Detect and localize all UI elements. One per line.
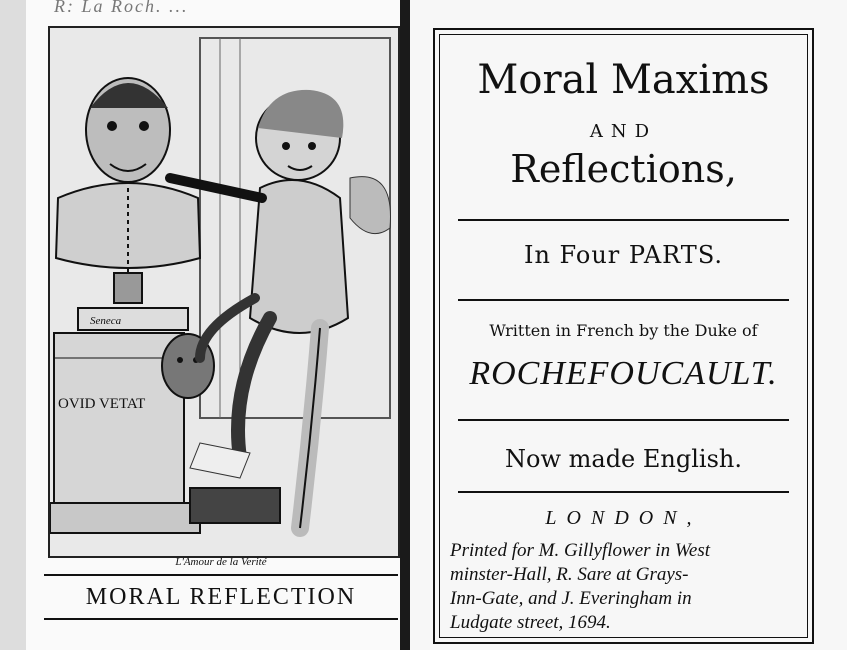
title-page	[410, 0, 847, 650]
engraving-caption: L'Amour de la Verité	[175, 556, 267, 568]
imprint-city: LONDON,	[545, 507, 702, 529]
rule-divider	[458, 219, 789, 221]
pedestal-inscription: OVID VETAT	[58, 396, 146, 412]
written-by-line: Written in French by the Duke of	[489, 321, 758, 340]
author-name: ROCHEFOUCAULT.	[469, 355, 778, 392]
imprint-line: Ludgate street, 1694.	[450, 612, 611, 633]
title-line-2: Reflections,	[510, 147, 737, 191]
bust-label: Seneca	[90, 315, 122, 327]
parts-line: In Four PARTS.	[523, 241, 724, 269]
imprint-line: Inn-Gate, and J. Everingham in	[450, 588, 692, 609]
rule-divider	[458, 491, 789, 493]
plate-title: MORAL REFLECTION	[44, 574, 398, 620]
rule-divider	[458, 419, 789, 421]
handwritten-note: R: La Roch. ...	[54, 0, 189, 16]
scan-edge	[0, 0, 28, 650]
engraving-illustration	[50, 28, 398, 556]
title-inner-border	[439, 34, 808, 638]
title-border	[433, 28, 814, 644]
translation-line: Now made English.	[505, 445, 742, 473]
frontispiece-engraving	[48, 26, 400, 558]
book-gutter	[400, 0, 410, 650]
imprint-line: Printed for M. Gillyflower in West	[450, 540, 711, 561]
title-and: AND	[589, 121, 658, 142]
rule-divider	[458, 299, 789, 301]
imprint-line: minster-Hall, R. Sare at Grays-	[450, 564, 689, 585]
imprint-block	[450, 539, 801, 635]
title-line-1: Moral Maxims	[477, 57, 770, 103]
